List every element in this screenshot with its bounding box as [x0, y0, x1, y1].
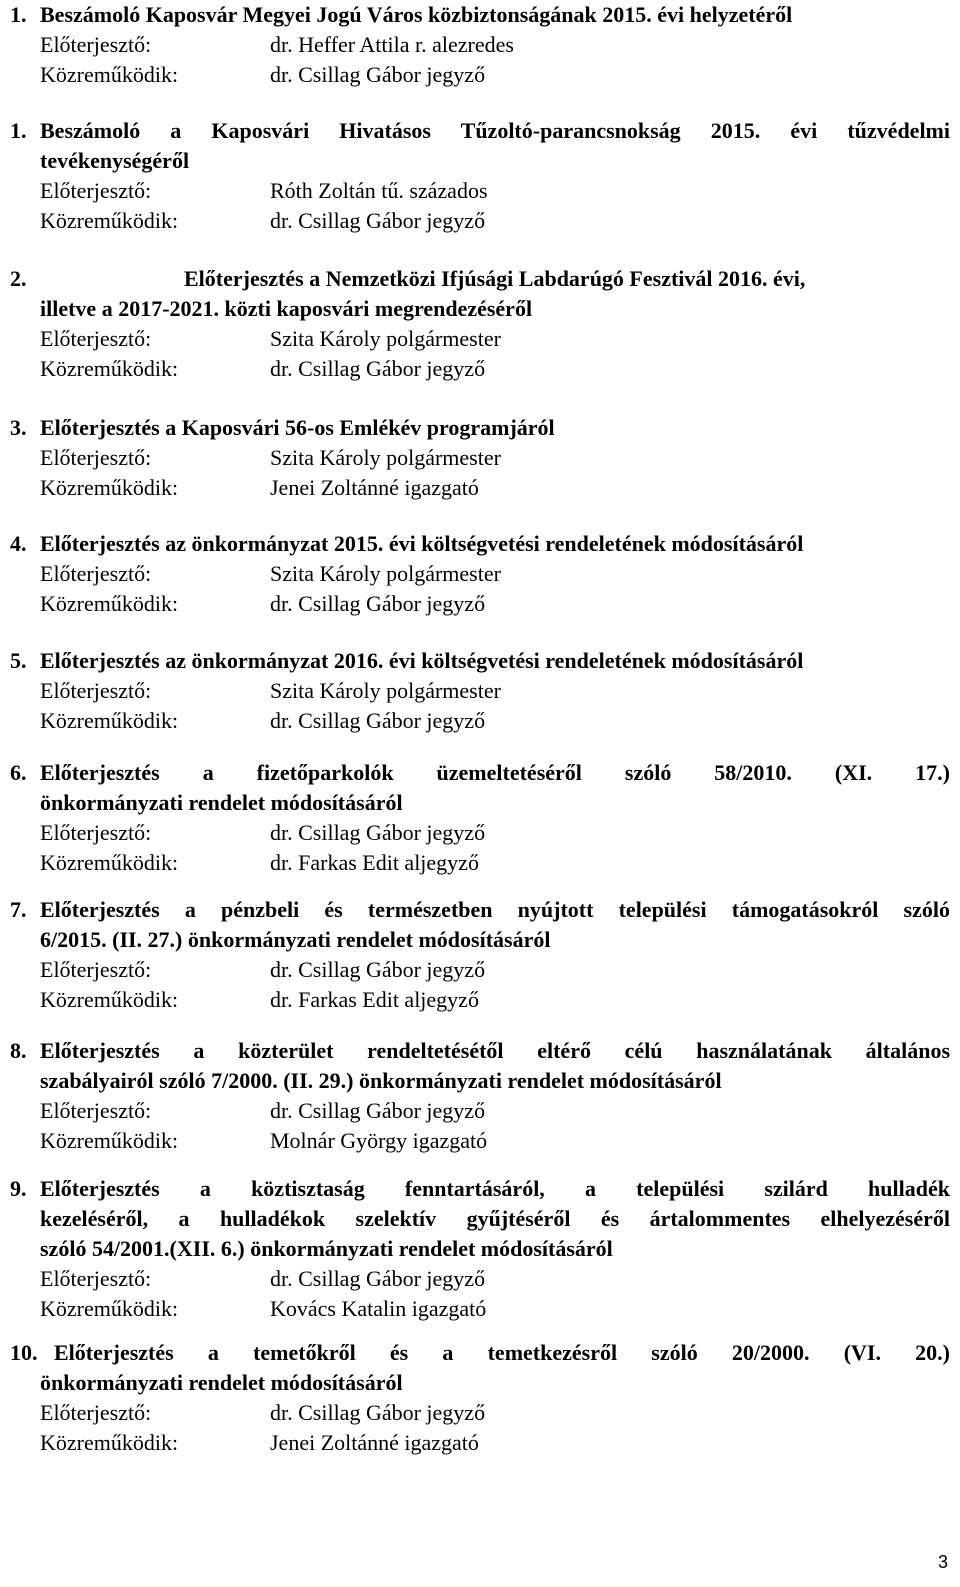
contributor-row: Közreműködik: Kovács Katalin igazgató — [10, 1294, 950, 1324]
contributor-name: dr. Csillag Gábor jegyző — [270, 62, 486, 87]
contributor-row: Közreműködik: dr. Csillag Gábor jegyző — [10, 60, 950, 90]
agenda-item — [10, 529, 950, 619]
contributor-name: dr. Farkas Edit aljegyző — [270, 850, 479, 875]
presenter-row: Előterjesztő: Szita Károly polgármester — [10, 676, 950, 706]
presenter-row: Előterjesztő: dr. Csillag Gábor jegyző — [10, 1264, 950, 1294]
agenda-item-title-cont: 6/2015. (II. 27.) önkormányzati rendelet módosításáról — [40, 927, 551, 952]
agenda-item-number: 10. — [10, 1340, 38, 1365]
agenda-item — [10, 413, 950, 503]
contributor-row: Közreműködik: Jenei Zoltánné igazgató — [10, 473, 950, 503]
agenda-item-title: 4. Előterjesztés az önkormányzat 2015. évi költségvetési rendeletének módosításáról — [10, 529, 950, 559]
presenter-row: Előterjesztő: dr. Csillag Gábor jegyző — [10, 818, 950, 848]
agenda-item — [10, 0, 950, 90]
agenda-item — [10, 895, 950, 1015]
contributor-name: dr. Csillag Gábor jegyző — [270, 591, 486, 616]
contributor-row: Közreműködik: Jenei Zoltánné igazgató — [10, 1428, 950, 1458]
presenter-name: Szita Károly polgármester — [270, 678, 501, 703]
agenda-item-number: 9. — [10, 1176, 27, 1201]
agenda-item-title-cont: tevékenységéről — [40, 148, 190, 173]
presenter-row: Előterjesztő: Szita Károly polgármester — [10, 324, 950, 354]
contributor-name: dr. Farkas Edit aljegyző — [270, 987, 479, 1012]
agenda-item-number: 6. — [10, 760, 27, 785]
agenda-item-title: 8. Előterjesztés a közterület rendeltetésétől eltérő célú használatának általános — [10, 1036, 950, 1066]
presenter-row: Előterjesztő: Szita Károly polgármester — [10, 443, 950, 473]
presenter-row: Előterjesztő: dr. Csillag Gábor jegyző — [10, 955, 950, 985]
agenda-item-title-cont: önkormányzati rendelet módosításáról — [40, 790, 403, 815]
agenda-item-title-cont: szabályairól szóló 7/2000. (II. 29.) önkormányzati rendelet módosításáról — [40, 1068, 722, 1093]
presenter-row: Előterjesztő: Szita Károly polgármester — [10, 559, 950, 589]
contributor-row: Közreműködik: dr. Farkas Edit aljegyző — [10, 848, 950, 878]
agenda-item — [10, 1036, 950, 1156]
agenda-item-title-cont: szóló 54/2001.(XII. 6.) önkormányzati rendelet módosításáról — [40, 1236, 613, 1261]
contributor-name: Jenei Zoltánné igazgató — [270, 1430, 479, 1455]
presenter-row: Előterjesztő: Róth Zoltán tű. százados — [10, 176, 950, 206]
agenda-item-number: 2. — [10, 266, 27, 291]
agenda-item — [10, 116, 950, 236]
agenda-item-title: 2. Előterjesztés a Nemzetközi Ifjúsági Labdarúgó Fesztivál 2016. évi, — [10, 264, 950, 294]
agenda-item-number: 1. — [10, 118, 27, 143]
agenda-item-title-cont: illetve a 2017-2021. közti kaposvári megrendezéséről — [40, 296, 533, 321]
agenda-item-title-cont: kezeléséről, a hulladékok szelektív gyűjtéséről és ártalommentes elhelyezéséről — [40, 1206, 950, 1231]
agenda-item-title-cont: önkormányzati rendelet módosításáról — [40, 1370, 403, 1395]
contributor-row: Közreműködik: dr. Csillag Gábor jegyző — [10, 589, 950, 619]
agenda-item-title: 5. Előterjesztés az önkormányzat 2016. évi költségvetési rendeletének módosításáról — [10, 646, 950, 676]
agenda-item — [10, 1338, 950, 1458]
agenda-item-title: 6. Előterjesztés a fizetőparkolók üzemeltetéséről szóló 58/2010. (XI. 17.) — [10, 758, 950, 788]
presenter-name: dr. Csillag Gábor jegyző — [270, 820, 486, 845]
presenter-name: Róth Zoltán tű. százados — [270, 178, 488, 203]
contributor-name: dr. Csillag Gábor jegyző — [270, 356, 486, 381]
agenda-item — [10, 758, 950, 878]
agenda-item — [10, 1174, 950, 1324]
agenda-item-title: 7. Előterjesztés a pénzbeli és természetben nyújtott települési támogatásokról szóló — [10, 895, 950, 925]
contributor-row: Közreműködik: dr. Csillag Gábor jegyző — [10, 206, 950, 236]
contributor-row: Közreműködik: dr. Csillag Gábor jegyző — [10, 706, 950, 736]
contributor-row: Közreműködik: dr. Farkas Edit aljegyző — [10, 985, 950, 1015]
presenter-name: dr. Csillag Gábor jegyző — [270, 1400, 486, 1425]
agenda-item-title: 9. Előterjesztés a köztisztaság fenntartásáról, a települési szilárd hulladék — [10, 1174, 950, 1204]
agenda-item-title: 3. Előterjesztés a Kaposvári 56-os Emlékév programjáról — [10, 413, 950, 443]
presenter-name: Szita Károly polgármester — [270, 561, 501, 586]
agenda-item-number: 4. — [10, 531, 27, 556]
agenda-item — [10, 264, 950, 384]
agenda-item-number: 1. — [10, 2, 27, 27]
agenda-item-title: 1. Beszámoló a Kaposvári Hivatásos Tűzoltó-parancsnokság 2015. évi tűzvédelmi — [10, 116, 950, 146]
presenter-row: Előterjesztő: dr. Heffer Attila r. alezredes — [10, 30, 950, 60]
presenter-name: dr. Heffer Attila r. alezredes — [270, 32, 514, 57]
contributor-row: Közreműködik: Molnár György igazgató — [10, 1126, 950, 1156]
contributor-name: Molnár György igazgató — [270, 1128, 488, 1153]
presenter-name: dr. Csillag Gábor jegyző — [270, 957, 486, 982]
agenda-item-title: 10. Előterjesztés a temetőkről és a temetkezésről szóló 20/2000. (VI. 20.) — [10, 1338, 950, 1368]
presenter-name: dr. Csillag Gábor jegyző — [270, 1266, 486, 1291]
presenter-row: Előterjesztő: dr. Csillag Gábor jegyző — [10, 1096, 950, 1126]
contributor-name: Kovács Katalin igazgató — [270, 1296, 487, 1321]
contributor-name: Jenei Zoltánné igazgató — [270, 475, 479, 500]
contributor-name: dr. Csillag Gábor jegyző — [270, 708, 486, 733]
agenda-item — [10, 646, 950, 736]
contributor-row: Közreműködik: dr. Csillag Gábor jegyző — [10, 354, 950, 384]
presenter-name: Szita Károly polgármester — [270, 445, 501, 470]
agenda-item-number: 3. — [10, 415, 27, 440]
agenda-item-number: 8. — [10, 1038, 27, 1063]
agenda-item-title: 1. Beszámoló Kaposvár Megyei Jogú Város közbiztonságának 2015. évi helyzetéről — [10, 0, 950, 30]
agenda-item-number: 5. — [10, 648, 27, 673]
presenter-name: dr. Csillag Gábor jegyző — [270, 1098, 486, 1123]
contributor-name: dr. Csillag Gábor jegyző — [270, 208, 486, 233]
agenda-item-number: 7. — [10, 897, 27, 922]
presenter-row: Előterjesztő: dr. Csillag Gábor jegyző — [10, 1398, 950, 1428]
page-number: 3 — [937, 1552, 948, 1572]
presenter-name: Szita Károly polgármester — [270, 326, 501, 351]
